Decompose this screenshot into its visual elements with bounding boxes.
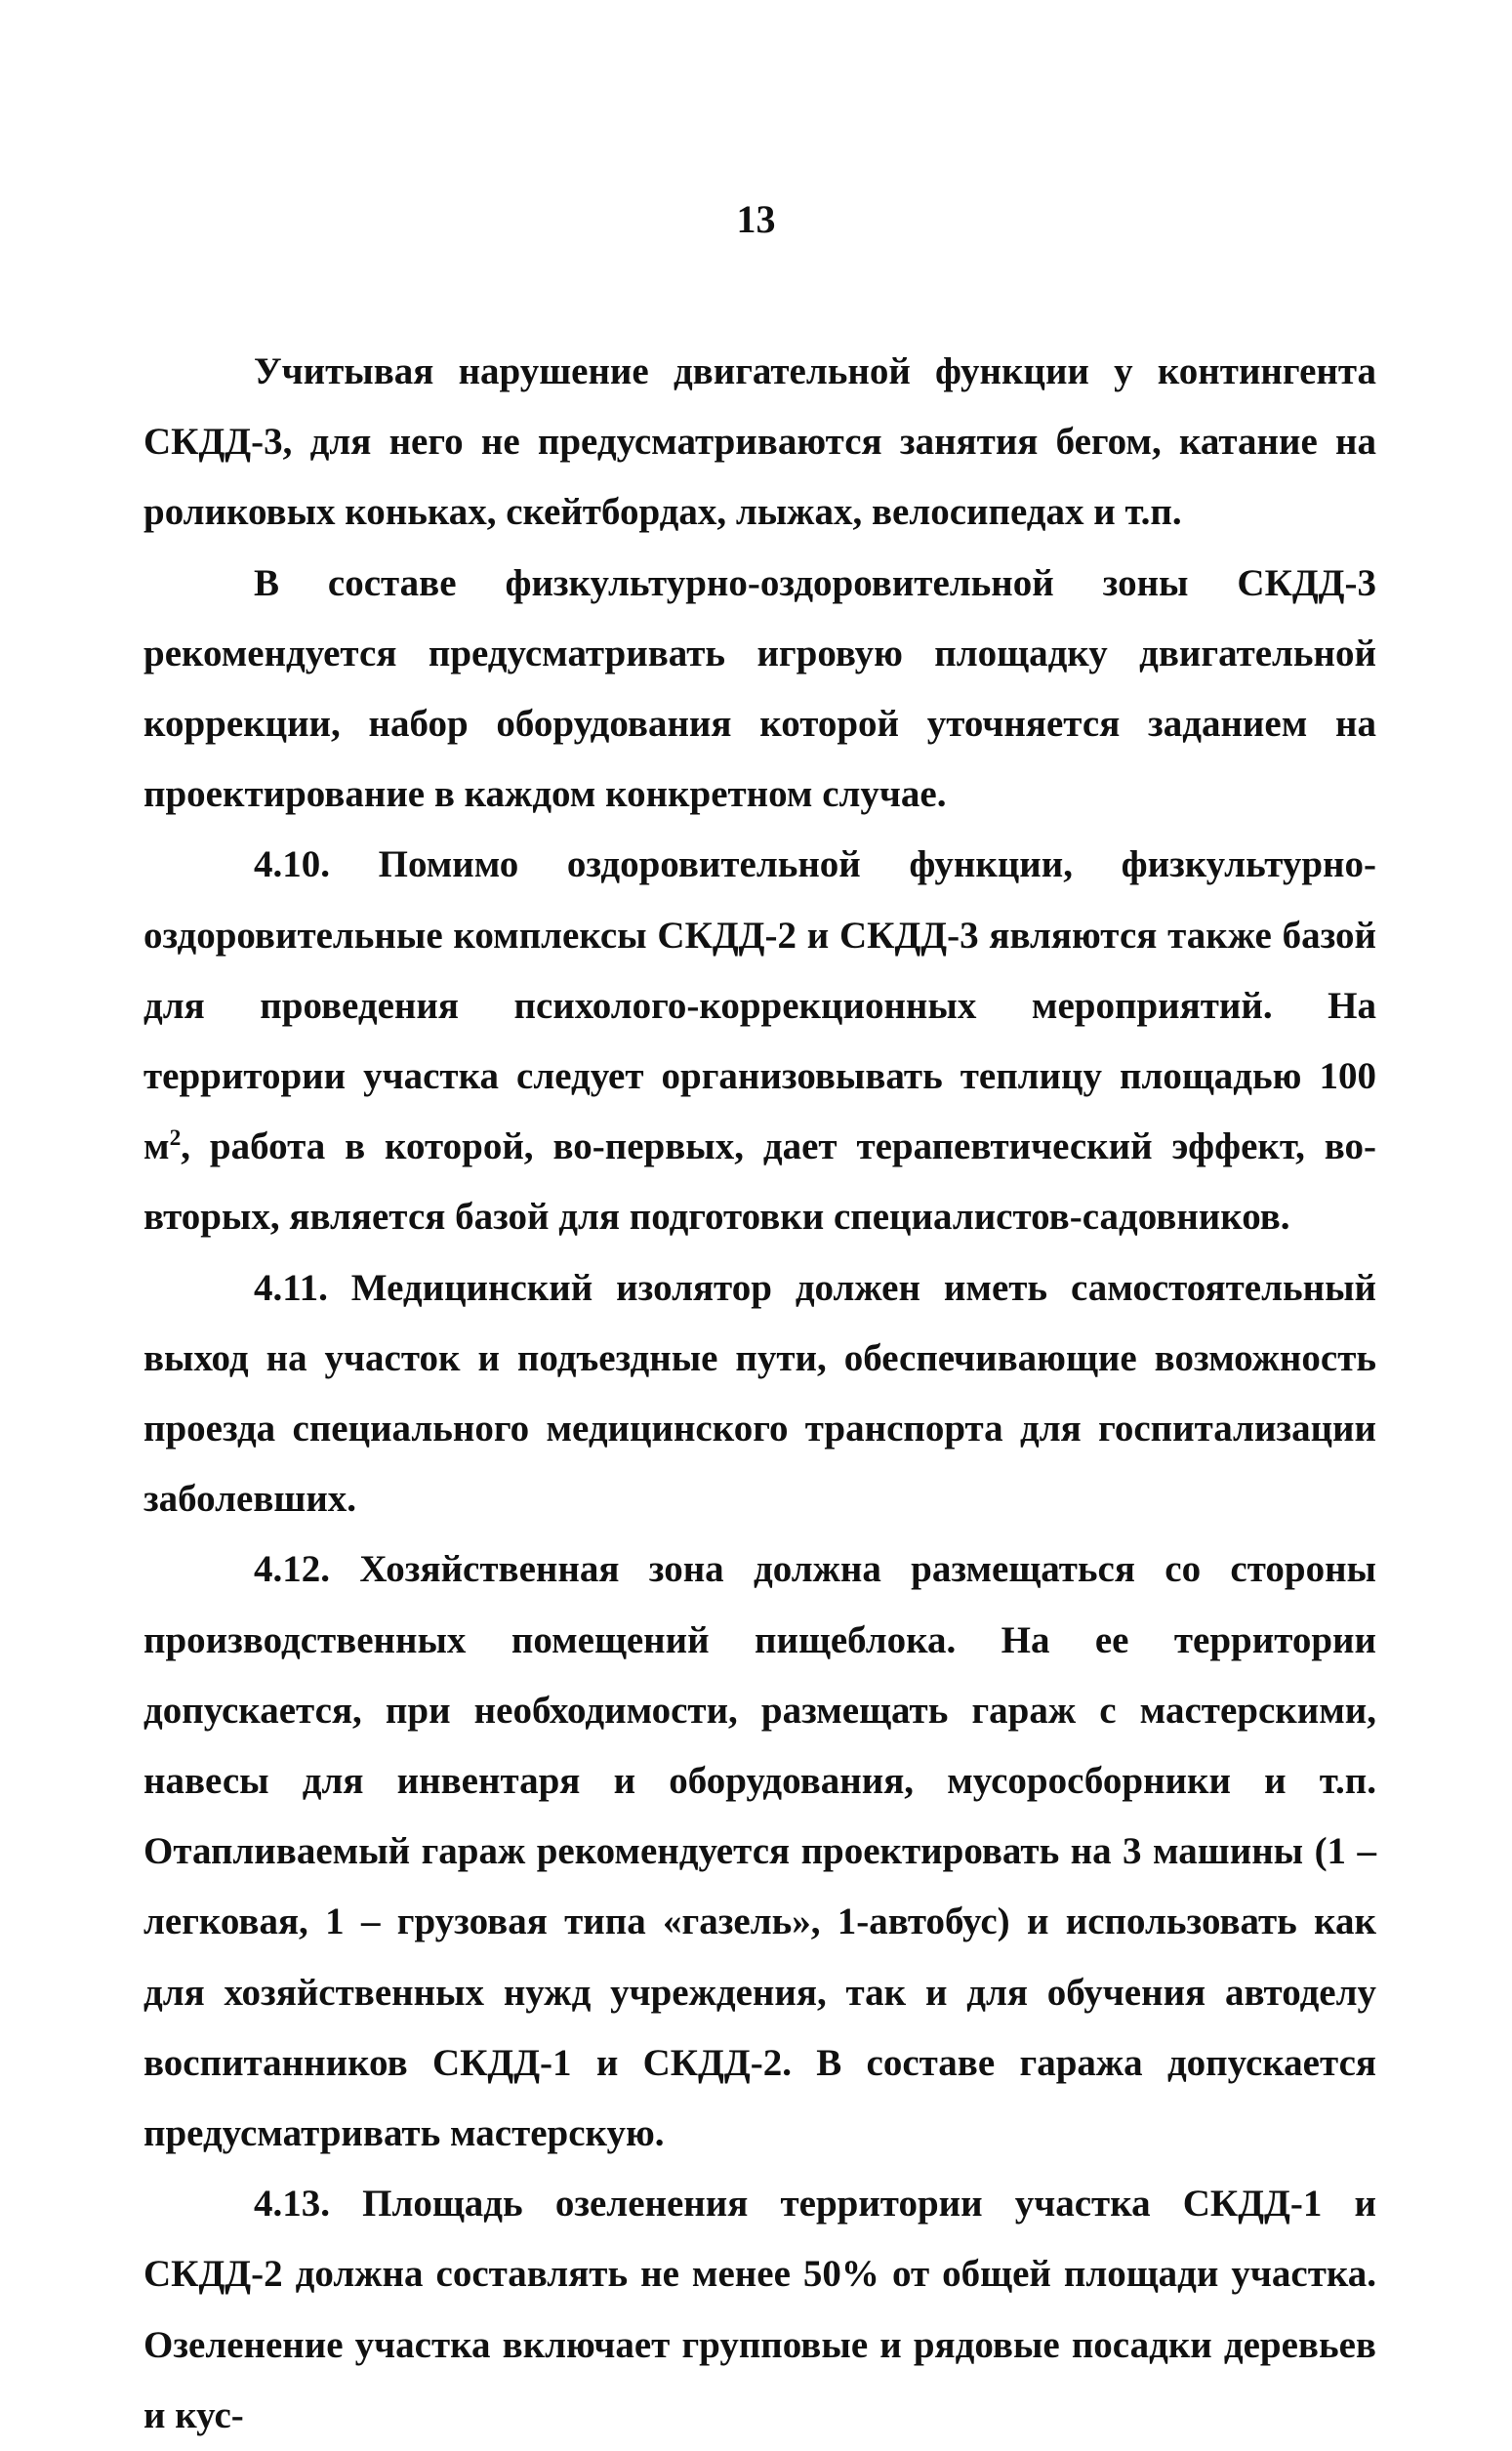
square-meter-superscript: 2 <box>169 1125 182 1152</box>
paragraph-4-10-text-continued: , работа в которой, во-первых, дает терапевтический эффект, во-вторых, является базой для подготовки специалистов-садовников. <box>143 1125 1376 1239</box>
page-number: 13 <box>736 197 776 241</box>
paragraph-4-10 <box>143 830 1376 1252</box>
paragraph-4-11: 4.11. Медицинский изолятор должен иметь самостоятельный выход на участок и подъездные пути, обеспечивающие возможность проезда специального медицинского транспорта для госпитализации заболевших. <box>143 1266 1376 1521</box>
paragraph-4-10-text: 4.10. Помимо оздоровительной функции, физкультурно-оздоровительные комплексы СКДД-2 и СКДД-3 являются также базой для проведения психолого-коррекционных мероприятий. На территории участка следует организовывать теплицу площадью 100 м <box>143 843 1376 1168</box>
document-body <box>143 337 1376 2451</box>
paragraph-4-12: 4.12. Хозяйственная зона должна размещаться со стороны производственных помещений пищеблока. На ее территории допускается, при необходимости, размещать гараж с мастерскими, навесы для инвентаря и оборудования, мусоросборники и т.п. Отапливаемый гараж рекомендуется проектировать на 3 машины (1 – легковая, 1 – грузовая типа «газель», 1-автобус) и использовать как для хозяйственных нужд учреждения, так и для обучения автоделу воспитанников СКДД-1 и СКДД-2. В составе гаража допускается предусматривать мастерскую. <box>143 1548 1376 2155</box>
paragraph-motor-function: Учитывая нарушение двигательной функции у контингента СКДД-3, для него не предусматриваются занятия бегом, катание на роликовых коньках, скейтбордах, лыжах, велосипедах и т.п. <box>143 350 1376 534</box>
paragraph-fitness-zone: В составе физкультурно-оздоровительной зоны СКДД-3 рекомендуется предусматривать игровую площадку двигательной коррекции, набор оборудования которой уточняется заданием на проектирование в каждом конкретном случае. <box>143 561 1376 816</box>
paragraph-4-13: 4.13. Площадь озеленения территории участка СКДД-1 и СКДД-2 должна составлять не менее 50% от общей площади участка. Озеленение участка включает групповые и рядовые посадки деревьев и кус- <box>143 2183 1376 2436</box>
